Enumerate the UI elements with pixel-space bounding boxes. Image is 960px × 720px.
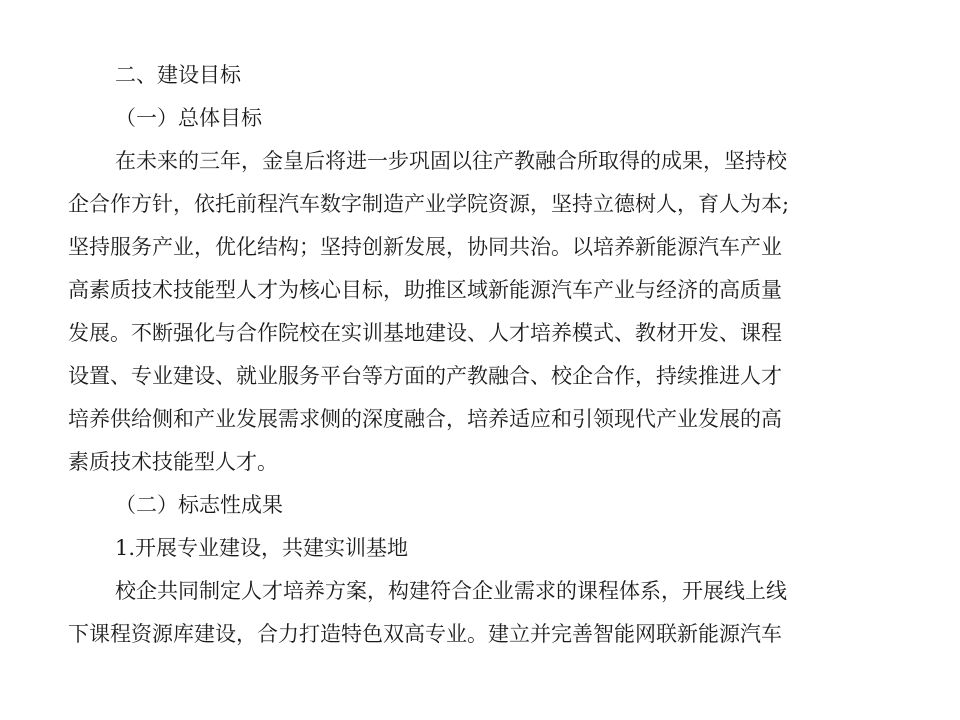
document-body bbox=[68, 54, 888, 656]
section-heading: 二、建设目标 bbox=[115, 63, 241, 87]
subsection-heading-landmark-results: （二）标志性成果 bbox=[115, 493, 283, 517]
paragraph-line: 下课程资源库建设，合力打造特色双高专业。建立并完善智能网联新能源汽车 bbox=[68, 622, 782, 646]
paragraph-line: 设置、专业建设、就业服务平台等方面的产教融合、校企合作，持续推进人才 bbox=[68, 364, 782, 388]
paragraph-line: 发展。不断强化与合作院校在实训基地建设、人才培养模式、教材开发、课程 bbox=[68, 321, 782, 345]
item-heading: 1.开展专业建设，共建实训基地 bbox=[115, 536, 409, 560]
paragraph-line: 高素质技术技能型人才为核心目标，助推区域新能源汽车产业与经济的高质量 bbox=[68, 278, 782, 302]
paragraph-line: 企合作方针，依托前程汽车数字制造产业学院资源，坚持立德树人，育人为本; bbox=[68, 192, 790, 216]
paragraph-line: 坚持服务产业，优化结构；坚持创新发展，协同共治。以培养新能源汽车产业 bbox=[68, 235, 782, 259]
paragraph-line: 培养供给侧和产业发展需求侧的深度融合，培养适应和引领现代产业发展的高 bbox=[68, 407, 782, 431]
paragraph-line: 在未来的三年，金皇后将进一步巩固以往产教融合所取得的成果，坚持校 bbox=[115, 149, 787, 173]
subsection-heading-overall-goal: （一）总体目标 bbox=[115, 106, 262, 130]
paragraph-line: 素质技术技能型人才。 bbox=[68, 450, 278, 474]
paragraph-line: 校企共同制定人才培养方案，构建符合企业需求的课程体系，开展线上线 bbox=[115, 579, 787, 603]
